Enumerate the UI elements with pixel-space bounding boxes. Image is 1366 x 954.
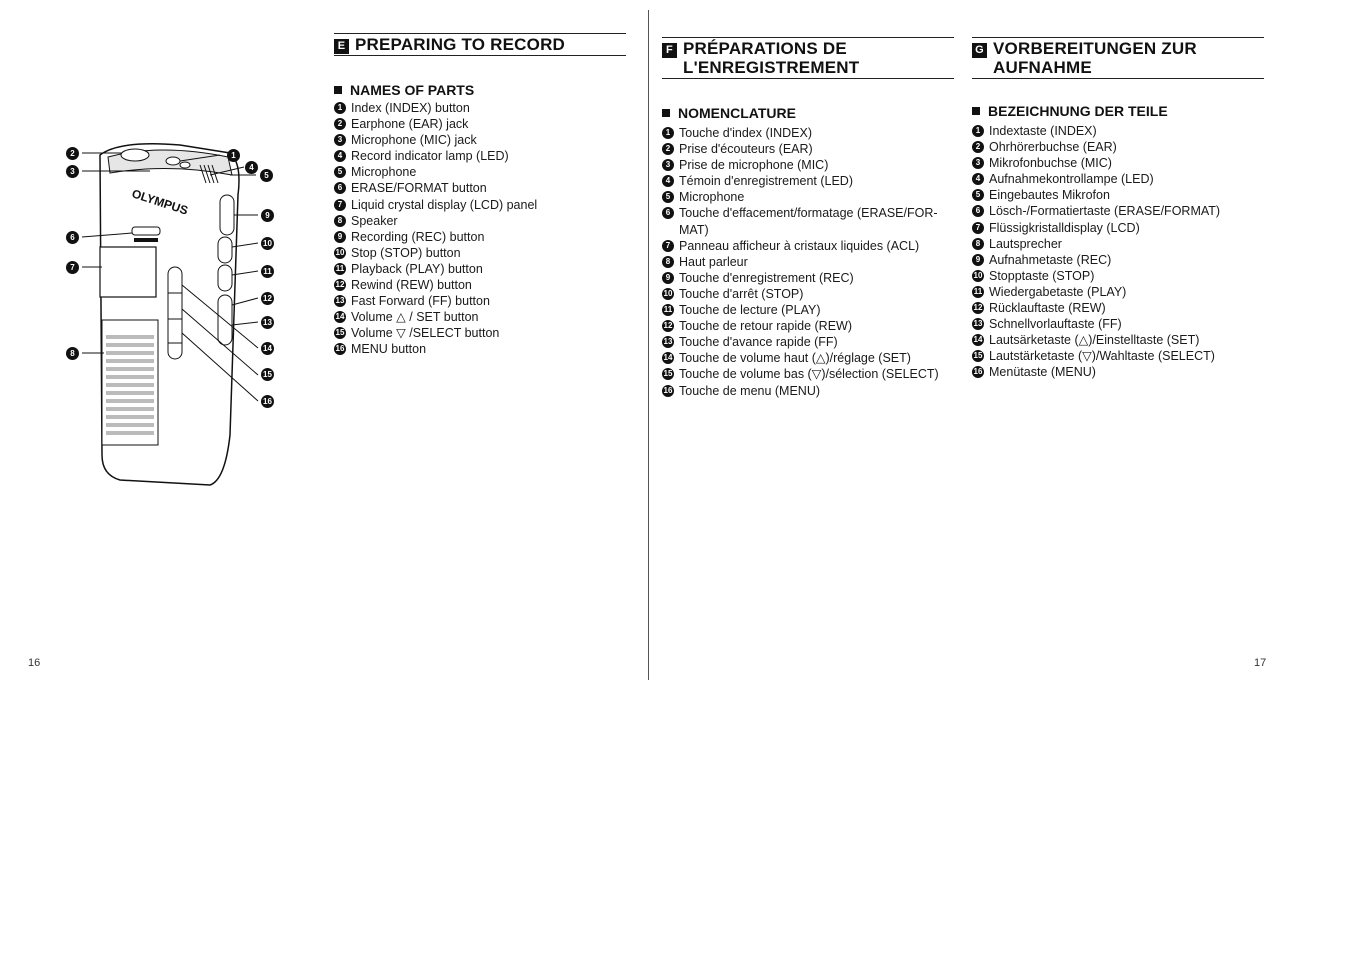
- number-badge-icon: 12: [973, 303, 983, 313]
- number-badge-icon: 15: [335, 328, 345, 338]
- list-item: [662, 286, 954, 302]
- list-item: [334, 116, 626, 132]
- number-badge-icon: 9: [662, 272, 674, 284]
- brand-logo-text: OLYMPUS: [130, 186, 190, 218]
- list-item-text: Menütaste (MENU): [989, 365, 1096, 380]
- number-badge-icon: 6: [334, 182, 346, 194]
- list-item: [972, 155, 1264, 171]
- list-item: [334, 261, 626, 277]
- list-item: [972, 284, 1264, 300]
- number-badge-icon: 13: [335, 296, 345, 306]
- list-item: [972, 316, 1264, 332]
- number-badge-icon: 2: [334, 118, 346, 130]
- french-parts-list: [662, 125, 954, 399]
- number-badge-icon: 12: [663, 321, 673, 331]
- list-item-text: Touche de volume bas (▽)/sélection (SELECT): [679, 367, 939, 382]
- number-badge-icon: 11: [663, 305, 673, 315]
- german-parts-list: [972, 123, 1264, 381]
- list-item: [662, 125, 954, 141]
- list-item-text: Aufnahmekontrollampe (LED): [989, 172, 1154, 187]
- list-item-text: Recording (REC) button: [351, 229, 485, 244]
- voice-recorder-illustration: [60, 135, 290, 495]
- list-item: [972, 139, 1264, 155]
- list-item-text: Fast Forward (FF) button: [351, 294, 490, 309]
- list-item-text: Playback (PLAY) button: [351, 261, 483, 276]
- callout-16: 16: [261, 395, 274, 408]
- callout-6: 6: [66, 231, 79, 244]
- list-item: [334, 245, 626, 261]
- callout-5: 5: [260, 169, 273, 182]
- square-bullet-icon: [972, 107, 980, 115]
- number-badge-icon: 5: [662, 191, 674, 203]
- list-item-text: Touche de retour rapide (REW): [679, 319, 852, 334]
- list-item-text: Témoin d'enregistrement (LED): [679, 174, 853, 189]
- list-item: [334, 309, 626, 325]
- number-badge-icon: 4: [662, 175, 674, 187]
- list-item-text: Microphone: [679, 190, 745, 205]
- german-heading: [972, 37, 1264, 79]
- list-item: [662, 366, 954, 382]
- callout-11: 11: [261, 265, 274, 278]
- list-item-text: Wiedergabetaste (PLAY): [989, 284, 1127, 299]
- german-subheading: [972, 103, 1264, 119]
- list-item-text: Microphone: [351, 165, 417, 180]
- number-badge-icon: 13: [973, 319, 983, 329]
- list-item: [972, 187, 1264, 203]
- list-item-text: Mikrofonbuchse (MIC): [989, 156, 1112, 171]
- french-heading-line1: PRÉPARATIONS DE: [683, 39, 847, 58]
- list-item: [334, 213, 626, 229]
- square-bullet-icon: [334, 86, 342, 94]
- number-badge-icon: 16: [663, 385, 673, 395]
- list-item-text: Lautsärketaste (△)/Einstelltaste (SET): [989, 333, 1200, 348]
- list-item-text: Rücklauftaste (REW): [989, 301, 1106, 316]
- number-badge-icon: 3: [972, 157, 984, 169]
- list-item-text: Panneau afficheur à cristaux liquides (ACL): [679, 238, 920, 253]
- list-item-text: Prise de microphone (MIC): [679, 158, 829, 173]
- list-item: [662, 254, 954, 270]
- german-section: [972, 37, 1264, 381]
- number-badge-icon: 6: [662, 207, 674, 219]
- list-item-text: Flüssigkristalldisplay (LCD): [989, 220, 1140, 235]
- list-item: [334, 325, 626, 341]
- number-badge-icon: 10: [663, 288, 673, 298]
- german-subheading-text: BEZEICHNUNG DER TEILE: [988, 103, 1168, 119]
- list-item: [972, 332, 1264, 348]
- number-badge-icon: 1: [662, 127, 674, 139]
- list-item-text: Stopptaste (STOP): [989, 268, 1095, 283]
- list-item-text: Schnellvorlauftaste (FF): [989, 317, 1122, 332]
- callout-8: 8: [66, 347, 79, 360]
- list-item: [662, 383, 954, 399]
- list-item-text: Lautstärketaste (▽)/Wahltaste (SELECT): [989, 349, 1215, 364]
- list-item: [662, 238, 954, 254]
- number-badge-icon: 13: [663, 337, 673, 347]
- list-item-text: Prise d'écouteurs (EAR): [679, 142, 813, 157]
- list-item-text: Lösch-/Formatiertaste (ERASE/FORMAT): [989, 204, 1221, 219]
- list-item-text: Rewind (REW) button: [351, 278, 472, 293]
- list-item: [662, 189, 954, 205]
- french-subheading-text: NOMENCLATURE: [678, 105, 796, 121]
- list-item: [334, 293, 626, 309]
- number-badge-icon: 9: [972, 254, 984, 266]
- page-divider: [648, 10, 649, 680]
- list-item-text: Speaker: [351, 213, 398, 228]
- number-badge-icon: 7: [972, 222, 984, 234]
- callout-10: 10: [261, 237, 274, 250]
- lang-badge-e: E: [334, 39, 349, 54]
- callout-12: 12: [261, 292, 274, 305]
- list-item-text: Touche de volume haut (△)/réglage (SET): [679, 351, 911, 366]
- list-item-text: Stop (STOP) button: [351, 245, 461, 260]
- list-item-text: Touche de lecture (PLAY): [679, 303, 821, 318]
- list-item-text: Microphone (MIC) jack: [351, 133, 477, 148]
- list-item: [662, 334, 954, 350]
- callout-13: 13: [261, 316, 274, 329]
- number-badge-icon: 4: [972, 173, 984, 185]
- number-badge-icon: 5: [972, 189, 984, 201]
- callout-2: 2: [66, 147, 79, 160]
- number-badge-icon: 3: [334, 134, 346, 146]
- number-badge-icon: 4: [334, 150, 346, 162]
- list-item: [334, 197, 626, 213]
- list-item: [972, 171, 1264, 187]
- number-badge-icon: 2: [972, 141, 984, 153]
- list-item: [972, 203, 1264, 219]
- list-item-text: Touche d'enregistrement (REC): [679, 270, 854, 285]
- list-item: [662, 318, 954, 334]
- number-badge-icon: 8: [334, 215, 346, 227]
- number-badge-icon: 16: [973, 367, 983, 377]
- list-item: [972, 123, 1264, 139]
- german-heading-line2: AUFNAHME: [993, 58, 1092, 77]
- list-item: [662, 205, 954, 237]
- list-item-text: Ohrhörerbuchse (EAR): [989, 140, 1117, 155]
- list-item: [334, 148, 626, 164]
- list-item: [972, 348, 1264, 364]
- callout-14: 14: [261, 342, 274, 355]
- list-item: [662, 157, 954, 173]
- number-badge-icon: 7: [662, 240, 674, 252]
- number-badge-icon: 7: [334, 199, 346, 211]
- list-item: [334, 277, 626, 293]
- list-item-text: Touche d'index (INDEX): [679, 126, 813, 140]
- list-item-text: Touche d'arrêt (STOP): [679, 286, 804, 301]
- callout-3: 3: [66, 165, 79, 178]
- list-item-text: Index (INDEX) button: [351, 101, 470, 115]
- list-item-text: Volume △ / SET button: [351, 310, 479, 325]
- list-item-text: Touche d'avance rapide (FF): [679, 335, 838, 350]
- list-item-text: Lautsprecher: [989, 236, 1062, 251]
- english-heading-text: PREPARING TO RECORD: [355, 35, 566, 54]
- list-item: [972, 300, 1264, 316]
- callout-1: 1: [227, 149, 240, 162]
- list-item-text: ERASE/FORMAT button: [351, 181, 487, 196]
- number-badge-icon: 6: [972, 205, 984, 217]
- callout-4: 4: [245, 161, 258, 174]
- number-badge-icon: 15: [973, 351, 983, 361]
- list-item: [334, 341, 626, 357]
- number-badge-icon: 14: [973, 335, 983, 345]
- list-item: [662, 173, 954, 189]
- list-item-text: Haut parleur: [679, 254, 748, 269]
- number-badge-icon: 14: [335, 312, 345, 322]
- number-badge-icon: 11: [335, 263, 345, 273]
- callout-7: 7: [66, 261, 79, 274]
- list-item: [334, 100, 626, 116]
- number-badge-icon: 1: [972, 125, 984, 137]
- french-heading-line2: L'ENREGISTREMENT: [683, 58, 860, 77]
- list-item: [662, 270, 954, 286]
- callout-15: 15: [261, 368, 274, 381]
- list-item: [662, 350, 954, 366]
- callout-9: 9: [261, 209, 274, 222]
- list-item: [662, 302, 954, 318]
- square-bullet-icon: [662, 109, 670, 117]
- number-badge-icon: 14: [663, 353, 673, 363]
- list-item: [334, 180, 626, 196]
- german-heading-line1: VORBEREITUNGEN ZUR: [993, 39, 1197, 58]
- english-section: [334, 33, 626, 358]
- number-badge-icon: 8: [662, 256, 674, 268]
- list-item: [662, 141, 954, 157]
- list-item-text: Indextaste (INDEX): [989, 124, 1097, 138]
- french-heading: [662, 37, 954, 79]
- english-parts-list: [334, 100, 626, 358]
- list-item: [972, 268, 1264, 284]
- number-badge-icon: 1: [334, 102, 346, 114]
- list-item-text: Record indicator lamp (LED): [351, 149, 509, 164]
- number-badge-icon: 3: [662, 159, 674, 171]
- number-badge-icon: 12: [335, 280, 345, 290]
- number-badge-icon: 10: [973, 270, 983, 280]
- list-item-text: Eingebautes Mikrofon: [989, 188, 1110, 203]
- english-heading: [334, 33, 626, 56]
- number-badge-icon: 8: [972, 238, 984, 250]
- list-item-text: Touche de menu (MENU): [679, 383, 821, 398]
- list-item-text: Volume ▽ /SELECT button: [351, 326, 500, 341]
- list-item-text: Earphone (EAR) jack: [351, 117, 469, 132]
- english-subheading-text: NAMES OF PARTS: [350, 82, 475, 98]
- list-item: [972, 220, 1264, 236]
- french-section: [662, 37, 954, 399]
- list-item-text: MENU button: [351, 342, 427, 357]
- number-badge-icon: 10: [335, 247, 345, 257]
- list-item: [334, 132, 626, 148]
- lang-badge-g: G: [972, 43, 987, 58]
- number-badge-icon: 16: [335, 344, 345, 354]
- number-badge-icon: 2: [662, 143, 674, 155]
- number-badge-icon: 11: [973, 286, 983, 296]
- list-item: [334, 229, 626, 245]
- page-number-right: 17: [1254, 657, 1267, 669]
- list-item-text: Aufnahmetaste (REC): [989, 252, 1112, 267]
- list-item: [972, 364, 1264, 380]
- number-badge-icon: 5: [334, 166, 346, 178]
- list-item-text: Touche d'effacement/formatage (ERASE/FOR-MAT): [679, 206, 938, 237]
- lang-badge-f: F: [662, 43, 677, 58]
- number-badge-icon: 15: [663, 369, 673, 379]
- list-item: [972, 236, 1264, 252]
- list-item-text: Liquid crystal display (LCD) panel: [351, 197, 538, 212]
- french-subheading: [662, 105, 954, 121]
- english-subheading: [334, 82, 626, 98]
- list-item: [972, 252, 1264, 268]
- number-badge-icon: 9: [334, 231, 346, 243]
- list-item: [334, 164, 626, 180]
- page-number-left: 16: [28, 657, 41, 669]
